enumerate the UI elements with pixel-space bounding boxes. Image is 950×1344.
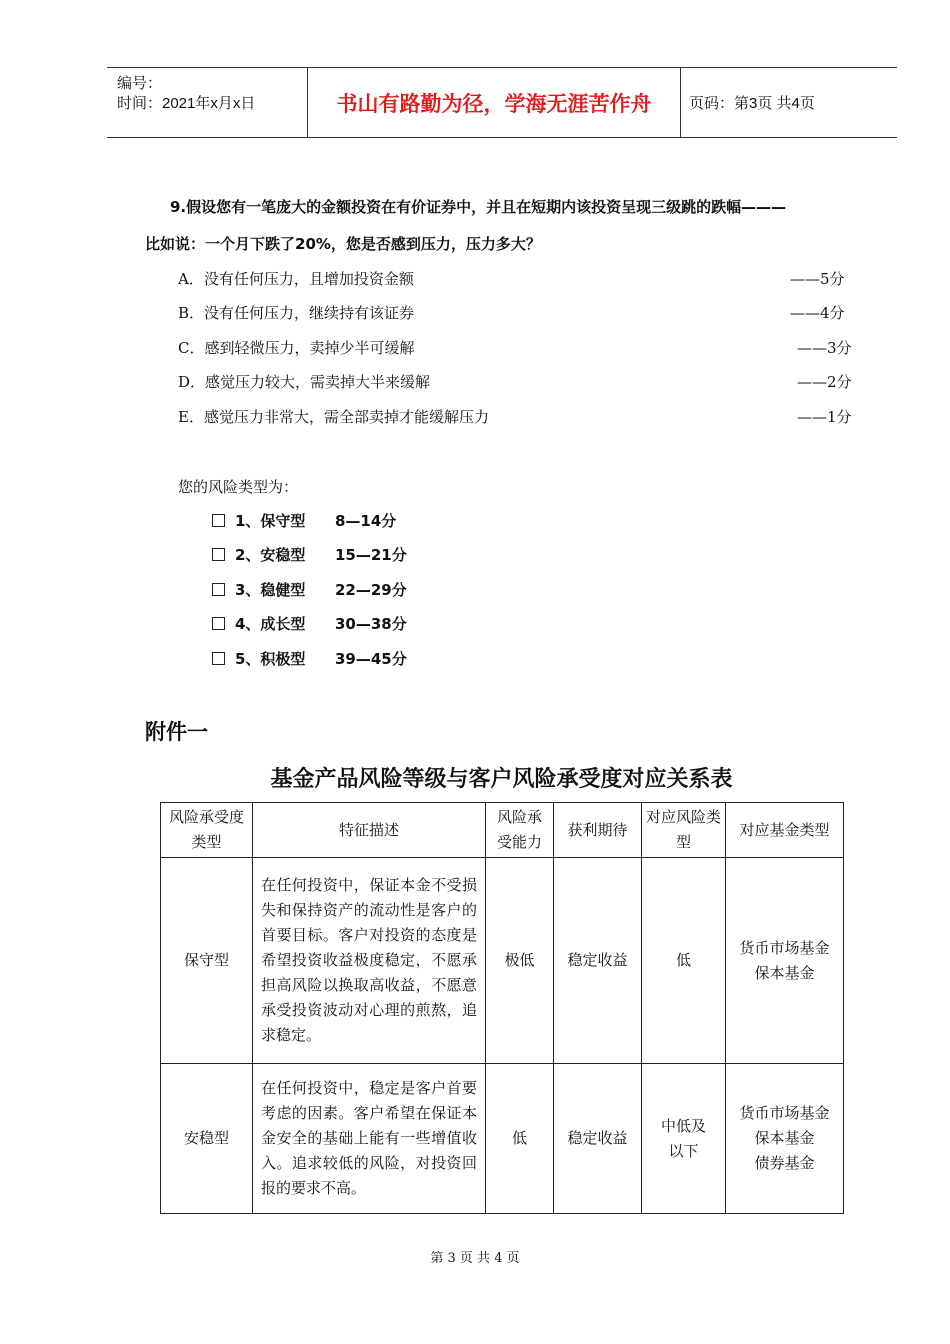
page-footer: 第 3 页 共 4 页 bbox=[430, 1251, 520, 1266]
risk-type-range: 30—38分 bbox=[335, 615, 407, 633]
risk-type-line: 中低及 bbox=[660, 1116, 706, 1135]
checkbox-growth[interactable] bbox=[212, 617, 225, 630]
checkbox-conservative[interactable] bbox=[212, 514, 225, 527]
risk-type-name: 5、积极型 bbox=[235, 650, 306, 668]
annex-label: 附件一 bbox=[145, 720, 208, 744]
checkbox-stable[interactable] bbox=[212, 548, 225, 561]
column-header: 对应基金类型 bbox=[726, 803, 844, 858]
page-header bbox=[107, 67, 897, 138]
risk-type-range: 22—29分 bbox=[335, 581, 407, 599]
table-row bbox=[161, 858, 844, 1064]
cell-description: 在任何投资中，保证本金不受损失和保持资产的流动性是客户的首要目标。客户对投资的态度是希望投资收益极度稳定，不愿承担高风险以换取高收益，不愿意承受投资波动对心理的煎熬，追求稳定。 bbox=[253, 858, 486, 1064]
question-text-line2: 比如说：一个月下跌了20%，您是否感到压力，压力多大？ bbox=[145, 235, 541, 253]
risk-type-line: 以下 bbox=[668, 1141, 699, 1160]
fund-type: 货币市场基金 bbox=[739, 938, 830, 957]
risk-type-row bbox=[212, 648, 407, 669]
cell-risk-type: 低 bbox=[642, 858, 726, 1064]
header-divider bbox=[307, 68, 308, 137]
option-a: A．没有任何压力，且增加投资金额 bbox=[178, 270, 414, 288]
cell-risk-capacity: 极低 bbox=[486, 858, 554, 1064]
header-motto: 书山有路勤为径，学海无涯苦作舟 bbox=[336, 91, 652, 116]
cell-fund-types bbox=[726, 858, 844, 1064]
fund-type: 保本基金 bbox=[754, 1129, 815, 1147]
header-meta bbox=[107, 68, 307, 137]
option-a-score: ——5分 bbox=[790, 270, 845, 288]
risk-type-row bbox=[212, 544, 407, 565]
option-c-score: ——3分 bbox=[797, 339, 852, 357]
cell-risk-capacity: 低 bbox=[486, 1064, 554, 1214]
cell-risk-tolerance: 保守型 bbox=[161, 858, 253, 1064]
option-b-score: ——4分 bbox=[790, 304, 845, 322]
risk-type-row bbox=[212, 510, 396, 531]
cell-profit-expectation: 稳定收益 bbox=[554, 858, 642, 1064]
cell-risk-tolerance: 安稳型 bbox=[161, 1064, 253, 1214]
risk-mapping-table bbox=[160, 802, 844, 1214]
fund-type: 债券基金 bbox=[754, 1154, 815, 1172]
option-e: E．感觉压力非常大，需全部卖掉才能缓解压力 bbox=[178, 408, 489, 426]
table-row bbox=[161, 1064, 844, 1214]
cell-profit-expectation: 稳定收益 bbox=[554, 1064, 642, 1214]
column-header: 对应风险类型 bbox=[642, 803, 726, 858]
cell-fund-types bbox=[726, 1064, 844, 1214]
risk-type-range: 39—45分 bbox=[335, 650, 407, 668]
cell-description: 在任何投资中，稳定是客户首要考虑的因素。客户希望在保证本金安全的基础上能有一些增值收入。追求较低的风险，对投资回报的要求不高。 bbox=[253, 1064, 486, 1214]
header-divider bbox=[680, 68, 681, 137]
code-label: 编号： bbox=[117, 75, 163, 92]
risk-type-range: 8—14分 bbox=[335, 512, 397, 530]
risk-type-name: 4、成长型 bbox=[235, 615, 306, 633]
column-header: 风险承受能力 bbox=[486, 803, 554, 858]
time-label: 时间：2021年x月x日 bbox=[117, 95, 256, 112]
column-header: 获利期待 bbox=[554, 803, 642, 858]
risk-type-name: 3、稳健型 bbox=[235, 581, 306, 599]
table-title: 基金产品风险等级与客户风险承受度对应关系表 bbox=[270, 767, 733, 792]
risk-type-prompt: 您的风险类型为： bbox=[178, 478, 299, 496]
option-c: C．感到轻微压力，卖掉少半可缓解 bbox=[178, 339, 415, 357]
risk-type-name: 2、安稳型 bbox=[235, 546, 306, 564]
option-d-score: ——2分 bbox=[797, 373, 852, 391]
option-d: D．感觉压力较大，需卖掉大半来缓解 bbox=[178, 373, 431, 391]
table-header-row bbox=[161, 803, 844, 858]
fund-type: 货币市场基金 bbox=[739, 1104, 830, 1122]
cell-risk-type bbox=[642, 1064, 726, 1214]
column-header: 风险承受度类型 bbox=[161, 803, 253, 858]
risk-type-row bbox=[212, 579, 407, 600]
checkbox-steady[interactable] bbox=[212, 583, 225, 596]
column-header: 特征描述 bbox=[253, 803, 486, 858]
checkbox-aggressive[interactable] bbox=[212, 652, 225, 665]
header-page-info: 页码：第3页 共4页 bbox=[689, 95, 815, 112]
option-e-score: ——1分 bbox=[797, 408, 852, 426]
risk-type-name: 1、保守型 bbox=[235, 512, 306, 530]
risk-type-range: 15—21分 bbox=[335, 546, 407, 564]
risk-type-row bbox=[212, 613, 407, 634]
option-b: B．没有任何压力，继续持有该证券 bbox=[178, 304, 415, 322]
fund-type: 保本基金 bbox=[754, 963, 815, 982]
question-text-line1: 9.假设您有一笔庞大的金额投资在有价证券中，并且在短期内该投资呈现三级跳的跌幅——— bbox=[170, 198, 787, 216]
